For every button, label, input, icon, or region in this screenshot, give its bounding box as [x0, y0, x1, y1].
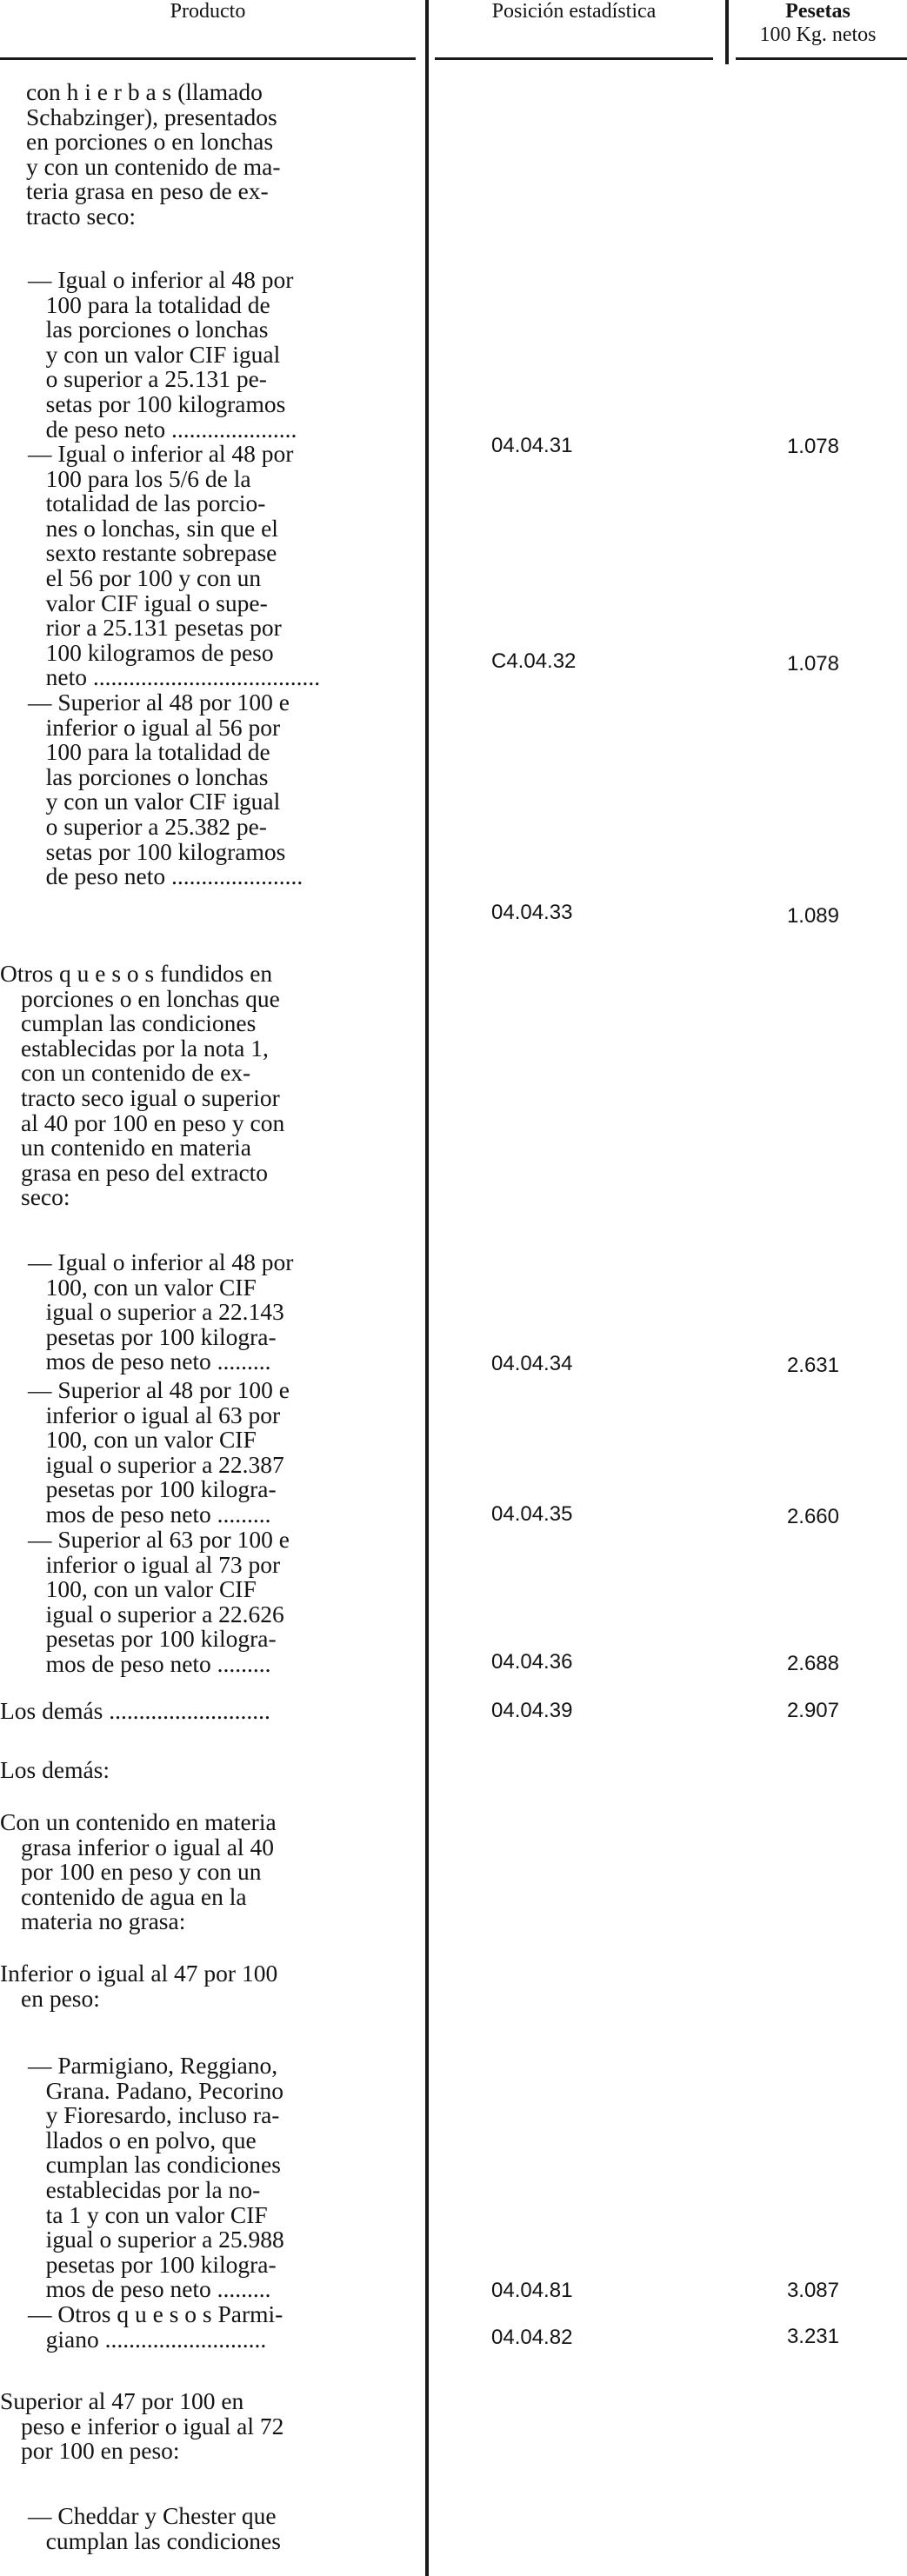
product-line: o superior a 25.131 pe-: [28, 365, 267, 393]
header-rule-2: [435, 57, 713, 60]
product-line: seco:: [21, 1183, 70, 1211]
product-line: o superior a 25.382 pe-: [28, 812, 267, 840]
product-block: [28, 268, 297, 442]
product-block: [0, 1810, 277, 1934]
product-line: totalidad de las porcio-: [28, 489, 266, 517]
price-value: 3.087: [786, 2279, 839, 2302]
product-line: Los demás:: [0, 1756, 110, 1783]
product-line: Con un contenido en materia: [0, 1808, 277, 1835]
product-line: peso e inferior o igual al 72: [21, 2412, 284, 2440]
product-line: Otros q u e s o s fundidos en: [0, 960, 273, 987]
product-line: porciones o en lonchas que: [21, 984, 280, 1012]
product-block: [28, 2302, 283, 2352]
header-pesetas-line1: Pesetas: [785, 0, 850, 23]
product-line: 100 kilogramos de peso: [28, 638, 274, 666]
product-line: por 100 en peso:: [21, 2437, 180, 2465]
header-posicion: Posición estadística: [491, 0, 657, 23]
product-line: — Superior al 48 por 100 e: [28, 689, 290, 716]
product-line: un contenido en materia: [21, 1134, 251, 1162]
product-line: grasa en peso del extracto: [21, 1158, 269, 1186]
product-block: [0, 1961, 277, 2011]
product-line: — Igual o inferior al 48 por: [28, 440, 294, 467]
product-line: de peso neto ......................: [28, 862, 303, 890]
header-rule-1: [0, 57, 416, 60]
statistical-position: 04.04.31: [491, 434, 573, 457]
product-line: en porciones o en lonchas: [26, 128, 274, 156]
product-block: [28, 1250, 293, 1375]
product-line: inferior o igual al 56 por: [28, 713, 281, 741]
product-line: establecidas por la nota 1,: [21, 1034, 269, 1062]
product-block: [0, 2389, 283, 2464]
product-line: rior a 25.131 pesetas por: [28, 614, 282, 642]
product-line: — Cheddar y Chester que: [28, 2502, 277, 2529]
product-line: por 100 en peso y con un: [21, 1858, 262, 1886]
product-line: — Superior al 48 por 100 e: [28, 1376, 290, 1403]
product-line: nes o lonchas, sin que el: [28, 514, 278, 542]
product-line: teria grasa en peso de ex-: [26, 177, 269, 205]
header-pesetas-line2: 100 Kg. netos: [759, 23, 877, 46]
product-line: 100 para los 5/6 de la: [28, 464, 251, 492]
product-line: tracto seco:: [26, 202, 136, 230]
product-line: igual o superior a 25.988: [28, 2226, 284, 2253]
price-value: 2.688: [786, 1652, 839, 1675]
price-value: 2.907: [786, 1699, 839, 1722]
product-line: Inferior o igual al 47 por 100: [0, 1960, 278, 1987]
product-block: [28, 690, 303, 889]
product-line: y Fioresardo, incluso ra-: [28, 2101, 280, 2129]
statistical-position: 04.04.39: [491, 1699, 573, 1722]
price-value: 1.078: [786, 435, 839, 458]
product-line: cumplan las condiciones: [28, 2526, 281, 2554]
product-line: inferior o igual al 63 por: [28, 1401, 281, 1428]
product-line: y con un valor CIF igual: [28, 340, 281, 368]
product-line: Grana. Padano, Pecorino: [28, 2076, 284, 2104]
statistical-position: 04.04.36: [491, 1650, 573, 1674]
product-block: [26, 80, 280, 230]
product-line: 100 para la totalidad de: [28, 738, 270, 766]
statistical-position: 04.04.82: [491, 2326, 573, 2349]
product-line: — Parmigiano, Reggiano,: [28, 2052, 278, 2079]
price-value: 1.078: [786, 652, 839, 676]
price-value: 1.089: [786, 904, 839, 928]
product-block: [28, 1528, 290, 1677]
product-line: establecidas por la no-: [28, 2175, 261, 2203]
product-line: giano ...........................: [28, 2325, 267, 2353]
statistical-position: 04.04.35: [491, 1502, 573, 1526]
product-line: setas por 100 kilogramos: [28, 837, 286, 865]
product-line: las porciones o lonchas: [28, 316, 269, 343]
product-line: tracto seco igual o superior: [21, 1083, 280, 1111]
product-block: [0, 962, 284, 1210]
product-line: y con un valor CIF igual: [28, 788, 281, 815]
price-value: 3.231: [786, 2325, 839, 2348]
product-line: materia no grasa:: [21, 1907, 186, 1935]
statistical-position: 04.04.34: [491, 1352, 573, 1375]
product-line: ta 1 y con un valor CIF: [28, 2200, 268, 2228]
product-line: cumplan las condiciones: [21, 1009, 257, 1037]
product-line: de peso neto .....................: [28, 415, 297, 443]
statistical-position: 04.04.33: [491, 901, 573, 924]
product-line: pesetas por 100 kilogra-: [28, 2250, 277, 2278]
product-line: valor CIF igual o supe-: [28, 589, 268, 616]
product-line: mos de peso neto .........: [28, 1649, 271, 1677]
statistical-position: C4.04.32: [491, 649, 577, 673]
product-line: y con un contenido de ma-: [26, 152, 281, 180]
product-line: — Igual o inferior al 48 por: [28, 1248, 294, 1275]
product-line: Schabzinger), presentados: [26, 103, 277, 130]
column-divider-1: [425, 0, 429, 2576]
header-rule-3: [736, 57, 907, 60]
product-line: pesetas por 100 kilogra-: [28, 1322, 277, 1350]
product-line: las porciones o lonchas: [28, 762, 269, 790]
product-line: 100, con un valor CIF: [28, 1426, 257, 1454]
product-block: [0, 1699, 270, 1724]
product-line: pesetas por 100 kilogra-: [28, 1625, 277, 1653]
product-line: cumplan las condiciones: [28, 2151, 281, 2179]
price-value: 2.631: [786, 1354, 839, 1377]
product-block: [28, 2504, 281, 2553]
product-line: pesetas por 100 kilogra-: [28, 1475, 277, 1503]
product-line: sexto restante sobrepase: [28, 539, 277, 567]
product-line: contenido de agua en la: [21, 1882, 247, 1910]
product-line: igual o superior a 22.626: [28, 1600, 284, 1627]
product-line: con un contenido de ex-: [21, 1059, 251, 1087]
product-line: 100, con un valor CIF: [28, 1273, 257, 1301]
product-line: neto ......................................: [28, 663, 321, 691]
product-block: [28, 1378, 290, 1528]
product-line: mos de peso neto .........: [28, 2275, 271, 2303]
product-line: igual o superior a 22.387: [28, 1450, 284, 1478]
product-block: [28, 2053, 284, 2302]
product-block: [0, 1758, 110, 1783]
product-line: mos de peso neto .........: [28, 1348, 271, 1375]
header-producto: Producto: [170, 0, 246, 23]
product-line: mos de peso neto .........: [28, 1500, 271, 1528]
header-pesetas: [729, 0, 907, 47]
product-line: grasa inferior o igual al 40: [21, 1833, 274, 1860]
product-line: inferior o igual al 73 por: [28, 1550, 281, 1578]
product-line: el 56 por 100 y con un: [28, 563, 262, 591]
product-block: [28, 442, 320, 690]
product-line: Superior al 47 por 100 en: [0, 2387, 244, 2414]
product-line: Los demás ...........................: [0, 1697, 270, 1724]
product-line: 100 para la totalidad de: [28, 290, 270, 318]
product-line: con h i e r b a s (llamado: [26, 78, 263, 105]
product-line: en peso:: [21, 1984, 100, 2012]
price-value: 2.660: [786, 1505, 839, 1528]
product-line: al 40 por 100 en peso y con: [21, 1108, 285, 1136]
product-line: llados o en polvo, que: [28, 2126, 257, 2153]
product-line: — Igual o inferior al 48 por: [28, 266, 294, 293]
product-line: — Otros q u e s o s Parmi-: [28, 2300, 283, 2327]
product-line: 100, con un valor CIF: [28, 1575, 257, 1603]
product-line: setas por 100 kilogramos: [28, 389, 286, 417]
product-line: igual o superior a 22.143: [28, 1298, 284, 1326]
product-line: — Superior al 63 por 100 e: [28, 1526, 290, 1553]
statistical-position: 04.04.81: [491, 2279, 573, 2302]
